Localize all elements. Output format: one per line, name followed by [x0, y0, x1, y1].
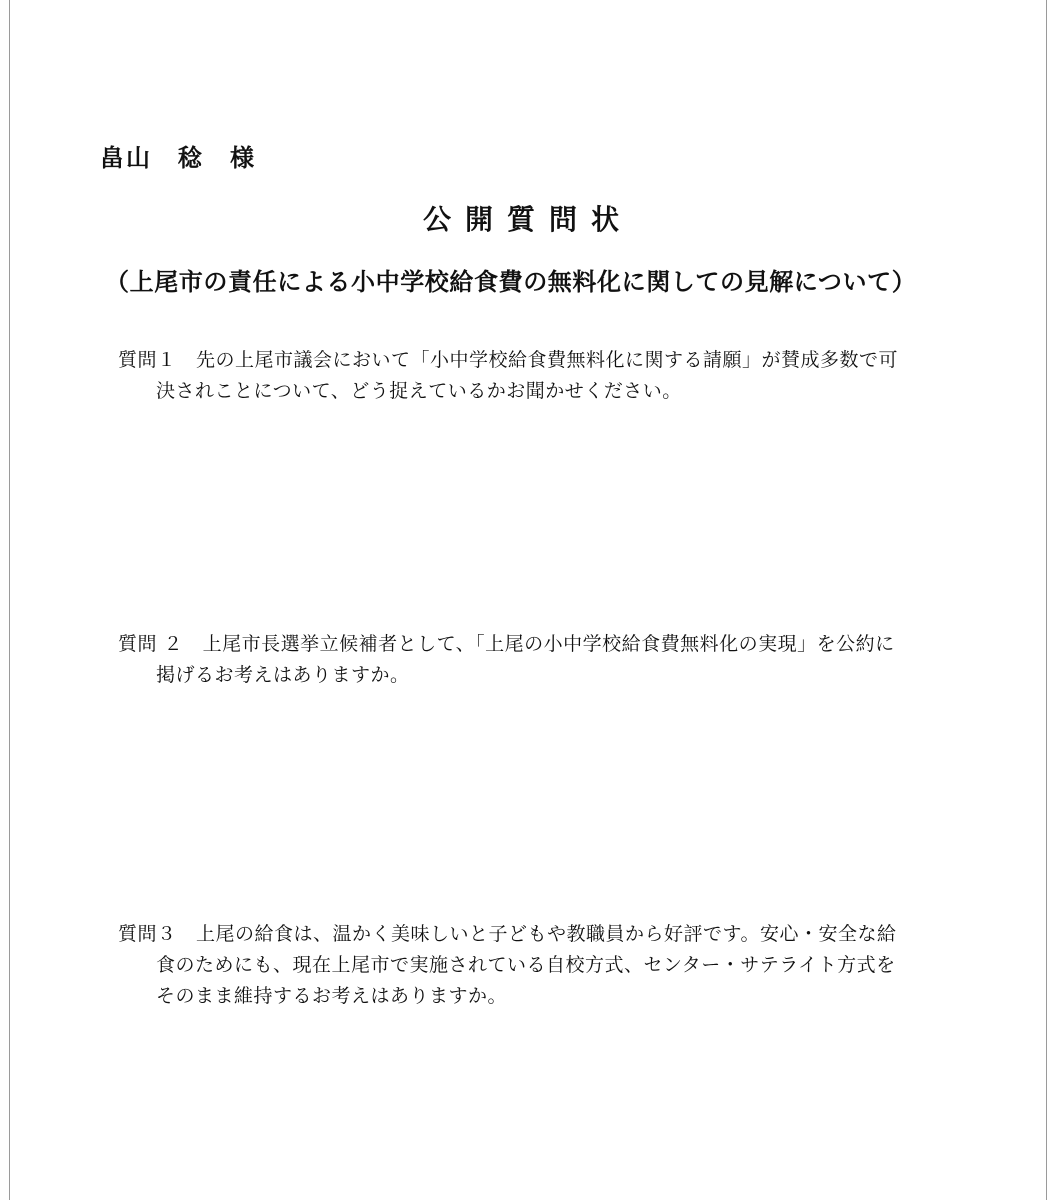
question-2-line-1	[118, 629, 968, 660]
addressee: 畠山 稔 様	[100, 143, 256, 172]
question-2-text-2: 掲げるお考えはありますか。	[156, 664, 410, 686]
question-1	[118, 345, 968, 407]
question-2	[118, 629, 968, 691]
question-3-line-1	[118, 919, 968, 950]
question-2-text-1: 上尾市長選挙立候補者として、「上尾の小中学校給食費無料化の実現」を公約に	[202, 633, 895, 655]
question-1-label: 質問１	[118, 349, 177, 371]
document-subtitle: （上尾市の責任による小中学校給食費の無料化に関しての見解について）	[105, 267, 917, 296]
document-title: 公開質問状	[422, 203, 633, 236]
question-1-line-1	[118, 345, 968, 376]
question-1-text-1: 先の上尾市議会において「小中学校給食費無料化に関する請願」が賛成多数で可	[196, 349, 899, 371]
page-edge-left	[9, 0, 10, 1200]
page-edge-right	[1046, 0, 1047, 1200]
question-1-text-2: 決されことについて、どう捉えているかお聞かせください。	[156, 380, 682, 402]
question-3-text-2: 食のためにも、現在上尾市で実施されている自校方式、センター・サテライト方式を	[156, 954, 896, 976]
question-2-label: 質問 ２	[118, 633, 184, 655]
question-3-text-1: 上尾の給食は、温かく美味しいと子どもや教職員から好評です。安心・安全な給	[196, 923, 897, 945]
question-3-label: 質問３	[118, 923, 177, 945]
question-3-text-3: そのまま維持するお考えはありますか。	[156, 985, 508, 1007]
question-3	[118, 919, 968, 1012]
